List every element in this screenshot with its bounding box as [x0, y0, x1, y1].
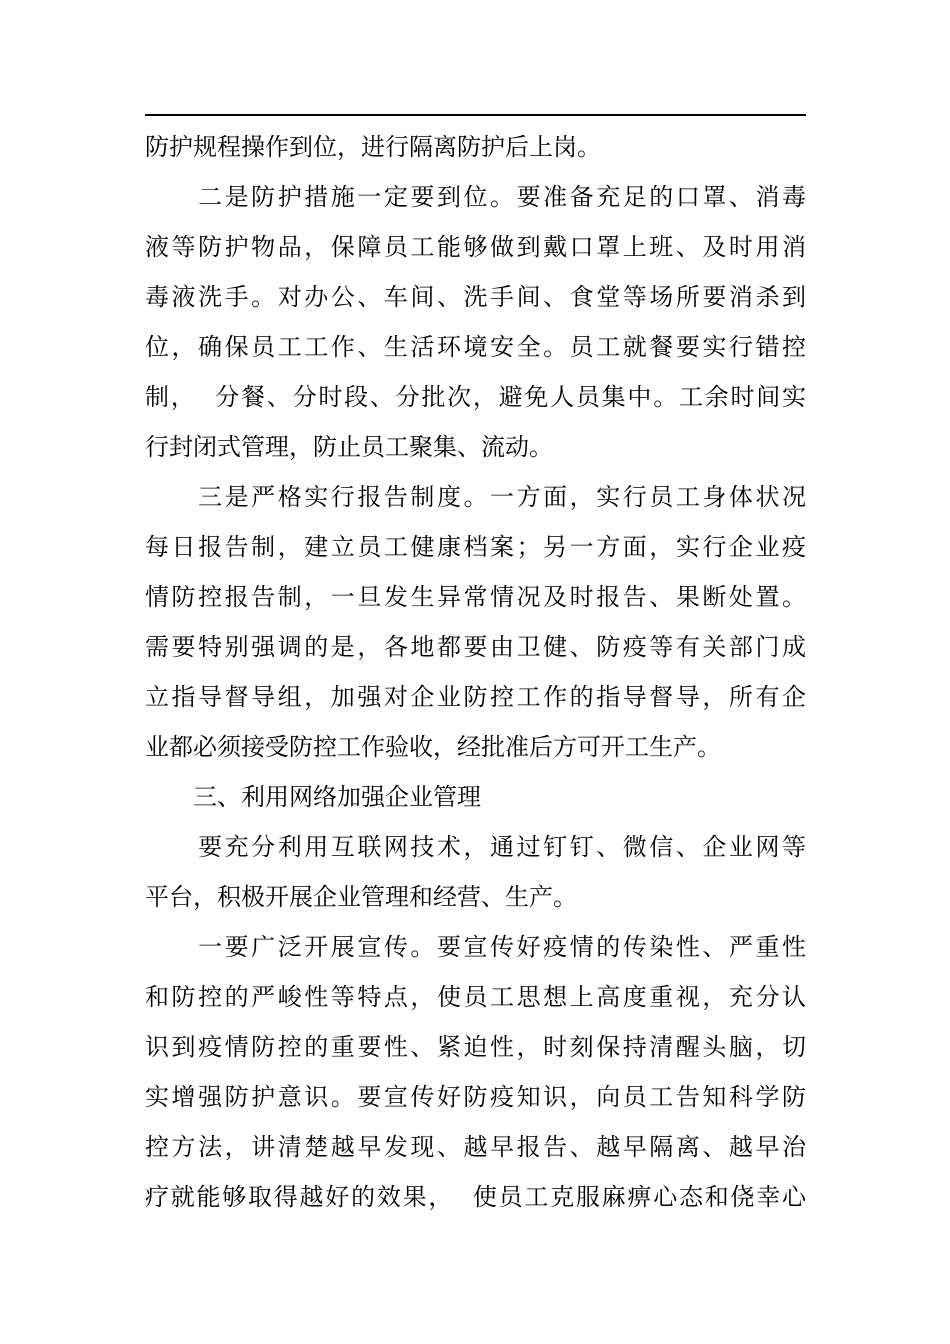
text-line: 业都必须接受防控工作验收，经批准后方可开工生产。: [145, 733, 721, 761]
text-line: 制， 分餐、分时段、分批次，避免人员集中。工余时间实: [145, 383, 806, 411]
text-line: 位，确保员工工作、生活环境安全。员工就餐要实行错控: [145, 333, 806, 361]
text-line: 控方法，讲清楚越早发现、越早报告、越早隔离、越早治: [145, 1133, 806, 1161]
text-line: 和防控的严峻性等特点，使员工思想上高度重视，充分认: [145, 983, 806, 1011]
text-line: 每日报告制，建立员工健康档案；另一方面，实行企业疫: [145, 533, 806, 561]
text-line: 三是严格实行报告制度。一方面，实行员工身体状况: [145, 483, 806, 511]
header-rule: [145, 114, 806, 116]
text-line: 实增强防护意识。要宣传好防疫知识，向员工告知科学防: [145, 1083, 806, 1111]
text-line: 立指导督导组，加强对企业防控工作的指导督导，所有企: [145, 683, 806, 711]
text-line: 需要特别强调的是，各地都要由卫健、防疫等有关部门成: [145, 633, 806, 661]
text-line: 平台，积极开展企业管理和经营、生产。: [145, 883, 577, 911]
text-line: 情防控报告制，一旦发生异常情况及时报告、果断处置。: [145, 583, 806, 611]
text-line: 疗就能够取得越好的效果， 使员工克服麻痹心态和侥幸心: [145, 1183, 806, 1211]
text-line: 识到疫情防控的重要性、紧迫性，时刻保持清醒头脑，切: [145, 1033, 806, 1061]
text-line: 一要广泛开展宣传。要宣传好疫情的传染性、严重性: [145, 933, 806, 961]
section-heading: 三、利用网络加强企业管理: [145, 783, 481, 811]
text-line: 二是防护措施一定要到位。要准备充足的口罩、消毒: [145, 183, 806, 211]
text-line: 要充分利用互联网技术，通过钉钉、微信、企业网等: [145, 833, 806, 861]
text-line: 行封闭式管理，防止员工聚集、流动。: [145, 433, 553, 461]
text-line: 毒液洗手。对办公、车间、洗手间、食堂等场所要消杀到: [145, 283, 806, 311]
text-line: 防护规程操作到位，进行隔离防护后上岗。: [145, 133, 601, 161]
text-line: 液等防护物品，保障员工能够做到戴口罩上班、及时用消: [145, 233, 806, 261]
